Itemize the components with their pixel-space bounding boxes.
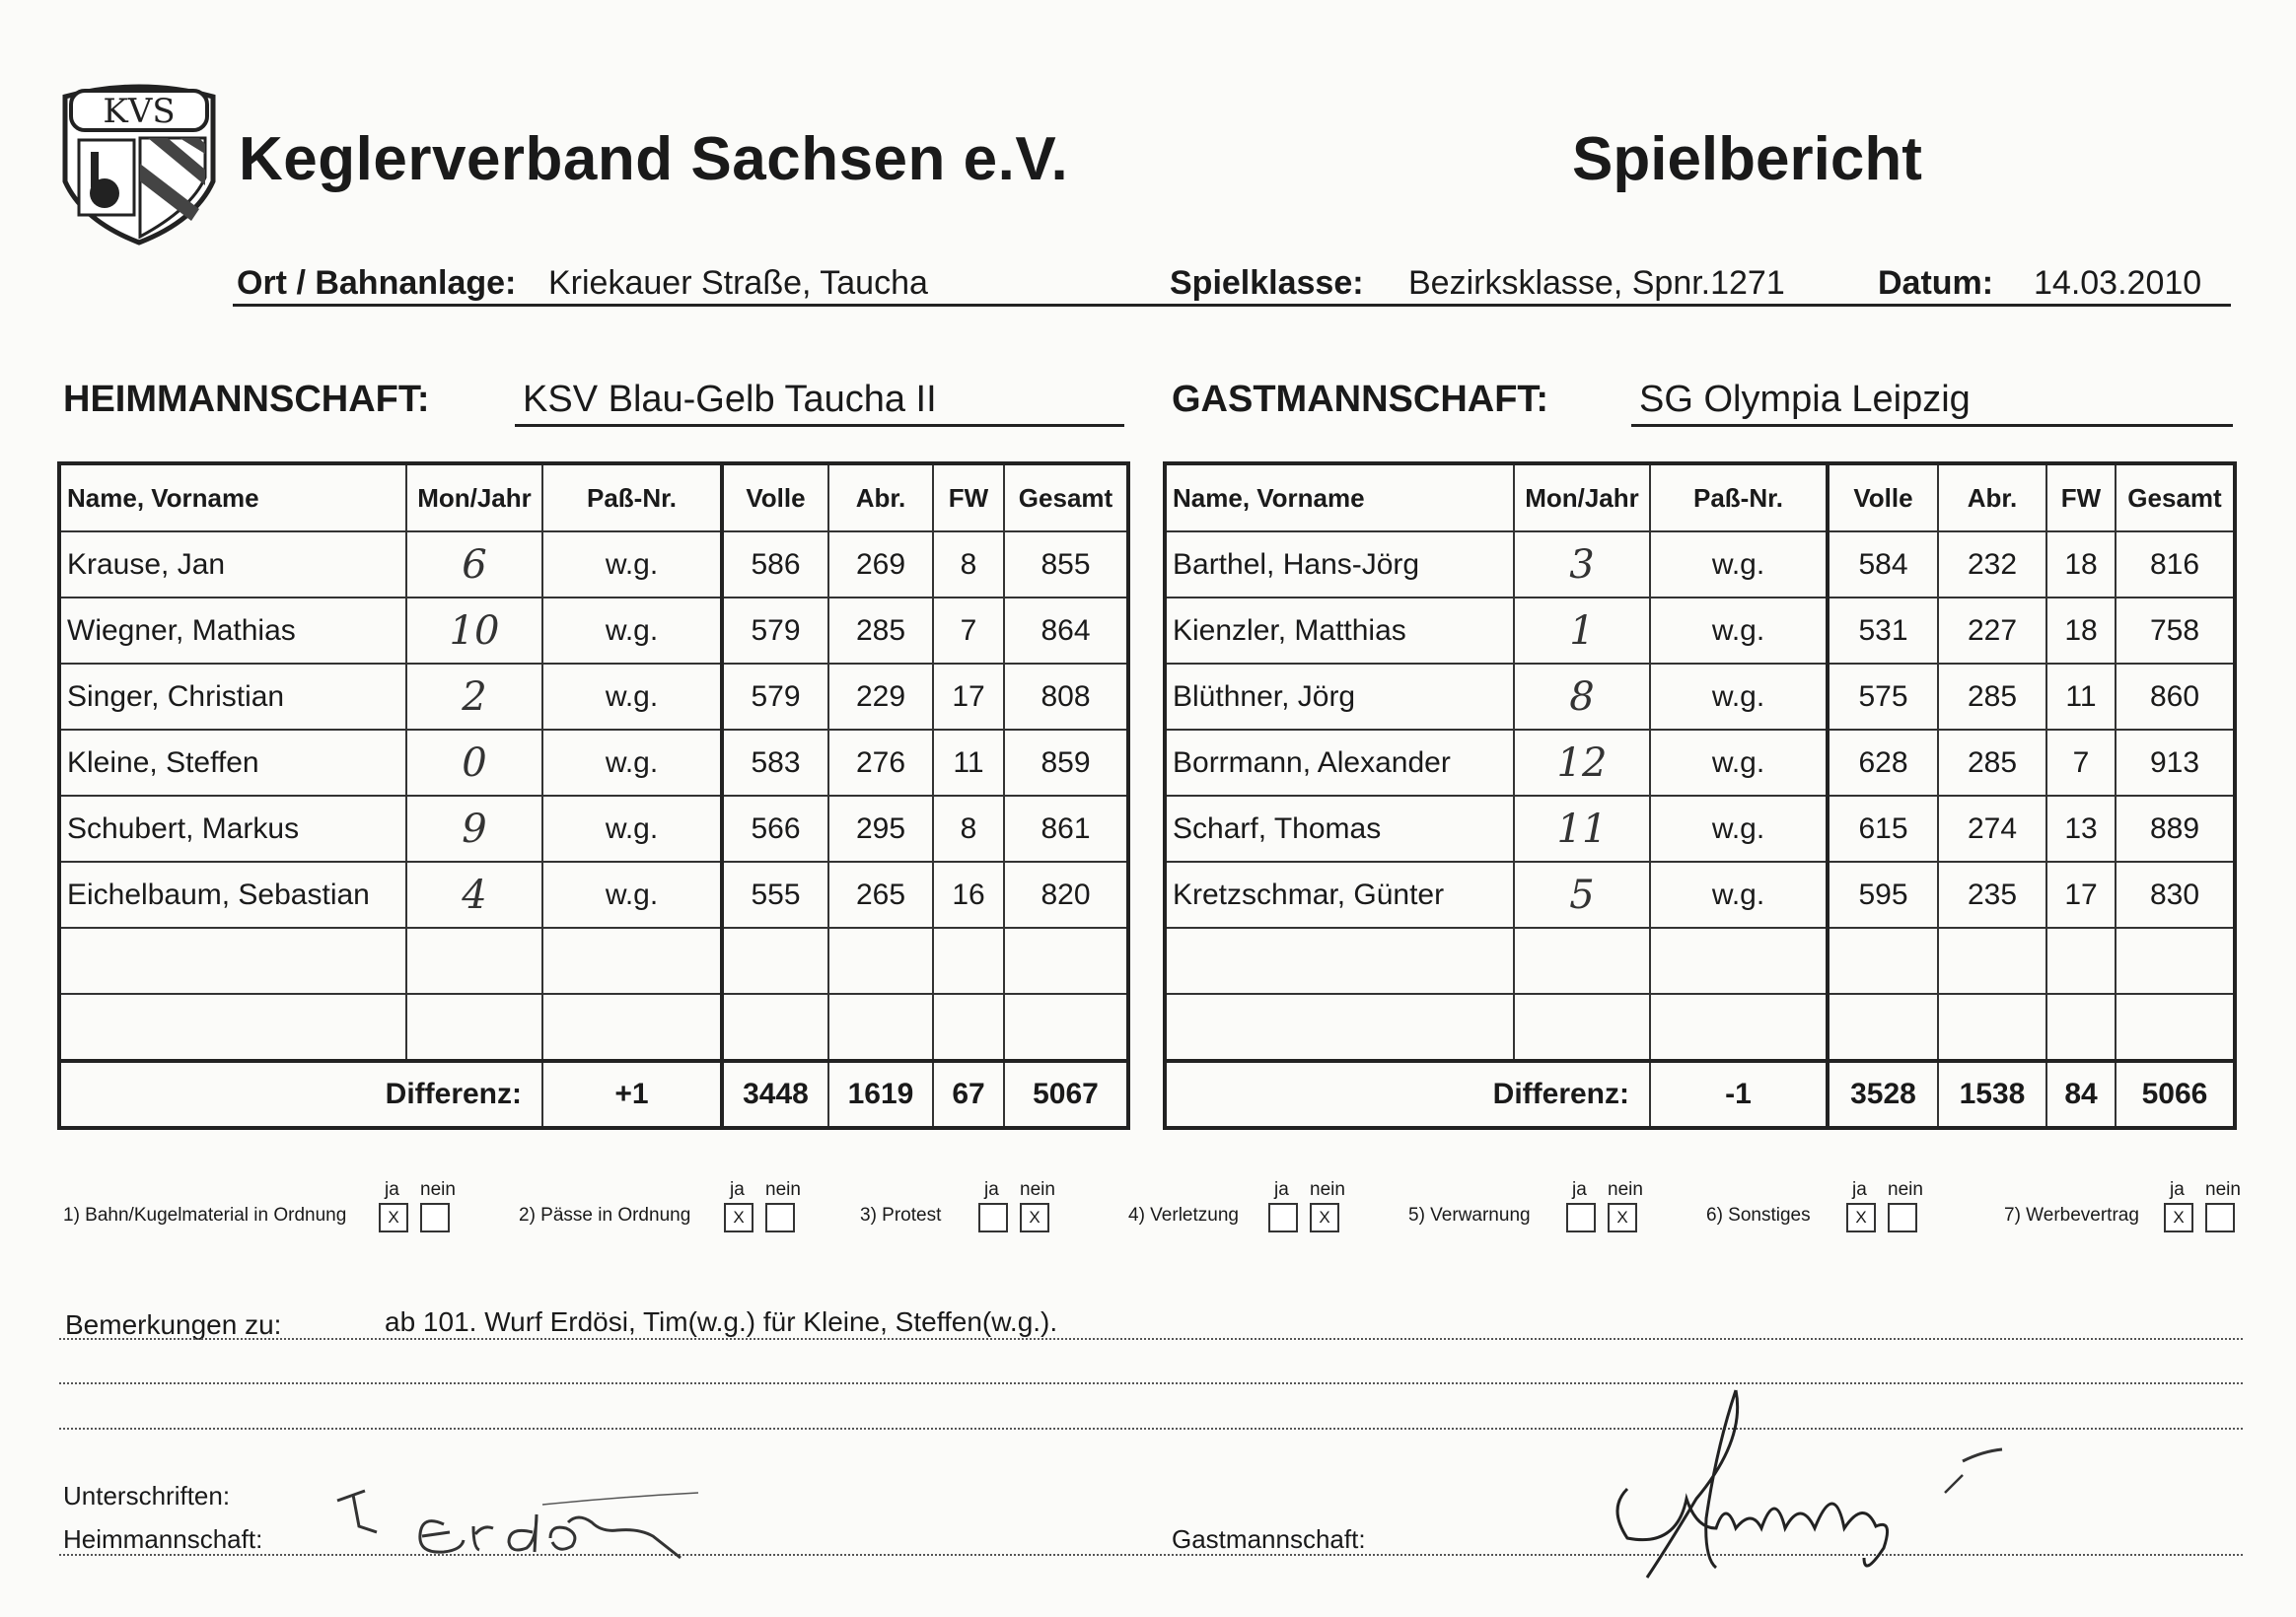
ja-label: ja — [385, 1179, 399, 1200]
ja-label: ja — [730, 1179, 745, 1200]
nein-checkbox[interactable]: X — [1608, 1203, 1637, 1232]
table-row — [59, 862, 1128, 928]
nein-checkbox[interactable]: X — [1020, 1203, 1049, 1232]
col-name-header: Name, Vorname — [59, 463, 406, 531]
cell-pass: w.g. — [1650, 531, 1828, 598]
empty-cell — [542, 928, 722, 994]
col-gesamt-header: Gesamt — [2116, 463, 2235, 531]
cell-gesamt: 758 — [2116, 598, 2235, 664]
col-fw-header: FW — [933, 463, 1004, 531]
datum-label: Datum: — [1878, 264, 1994, 302]
cell-gesamt: 808 — [1004, 664, 1128, 730]
empty-cell — [1004, 994, 1128, 1061]
empty-cell — [933, 928, 1004, 994]
col-abr-header: Abr. — [1938, 463, 2046, 531]
nein-label: nein — [1020, 1179, 1055, 1200]
total-volle: 3448 — [722, 1061, 828, 1128]
col-monjahr-header: Mon/Jahr — [406, 463, 542, 531]
cell-abr: 285 — [1938, 664, 2046, 730]
cell-name: Eichelbaum, Sebastian — [59, 862, 406, 928]
cell-fw: 11 — [2046, 664, 2116, 730]
signatures-label: Unterschriften: — [63, 1481, 231, 1511]
empty-cell — [1938, 994, 2046, 1061]
cell-gesamt: 859 — [1004, 730, 1128, 796]
cell-volle: 628 — [1828, 730, 1938, 796]
empty-cell — [2046, 994, 2116, 1061]
empty-row — [1165, 928, 2235, 994]
home-signature-label: Heimmannschaft: — [63, 1524, 263, 1554]
cell-name: Blüthner, Jörg — [1165, 664, 1514, 730]
cell-volle: 583 — [722, 730, 828, 796]
empty-cell — [1004, 928, 1128, 994]
ja-label: ja — [1852, 1179, 1867, 1200]
cell-volle: 586 — [722, 531, 828, 598]
cell-pass: w.g. — [542, 796, 722, 862]
cell-gesamt: 860 — [2116, 664, 2235, 730]
empty-cell — [406, 928, 542, 994]
cell-pass: w.g. — [1650, 796, 1828, 862]
table-row — [59, 796, 1128, 862]
total-gesamt: 5067 — [1004, 1061, 1128, 1128]
ja-label: ja — [2170, 1179, 2185, 1200]
nein-label: nein — [1888, 1179, 1923, 1200]
info-underline — [233, 304, 2231, 307]
guest-team-underline — [1631, 424, 2233, 427]
cell-abr: 265 — [828, 862, 933, 928]
cell-abr: 235 — [1938, 862, 2046, 928]
ja-checkbox[interactable] — [1268, 1203, 1298, 1232]
cell-gesamt: 816 — [2116, 531, 2235, 598]
guest-team-label: GASTMANNSCHAFT: — [1172, 379, 1549, 420]
cell-abr: 285 — [828, 598, 933, 664]
home-team-underline — [515, 424, 1124, 427]
cell-pass: w.g. — [542, 862, 722, 928]
ja-checkbox[interactable]: X — [379, 1203, 408, 1232]
cell-monjahr: 3 — [1514, 531, 1650, 598]
cell-pass: w.g. — [542, 664, 722, 730]
check-label: 2) Pässe in Ordnung — [519, 1205, 691, 1226]
nein-checkbox[interactable] — [1888, 1203, 1917, 1232]
empty-cell — [722, 994, 828, 1061]
empty-row — [59, 928, 1128, 994]
total-row — [59, 1061, 1128, 1128]
table-row — [1165, 664, 2235, 730]
cell-abr: 229 — [828, 664, 933, 730]
cell-name: Barthel, Hans-Jörg — [1165, 531, 1514, 598]
cell-gesamt: 830 — [2116, 862, 2235, 928]
empty-cell — [542, 994, 722, 1061]
cell-abr: 285 — [1938, 730, 2046, 796]
col-gesamt-header: Gesamt — [1004, 463, 1128, 531]
header-row — [1165, 463, 2235, 531]
kvs-logo — [57, 83, 221, 246]
kvs-shield-icon — [57, 83, 221, 246]
differenz-label: Differenz: — [59, 1061, 542, 1128]
empty-cell — [2046, 928, 2116, 994]
table-row — [1165, 796, 2235, 862]
empty-cell — [722, 928, 828, 994]
table-row — [1165, 531, 2235, 598]
empty-cell — [933, 994, 1004, 1061]
nein-checkbox[interactable]: X — [1310, 1203, 1339, 1232]
empty-cell — [2116, 994, 2235, 1061]
total-row — [1165, 1061, 2235, 1128]
cell-gesamt: 889 — [2116, 796, 2235, 862]
cell-monjahr: 4 — [406, 862, 542, 928]
cell-gesamt: 913 — [2116, 730, 2235, 796]
home-signature — [325, 1479, 700, 1582]
cell-name: Kleine, Steffen — [59, 730, 406, 796]
empty-cell — [2116, 928, 2235, 994]
differenz-value: -1 — [1650, 1061, 1828, 1128]
empty-cell — [1165, 928, 1514, 994]
cell-abr: 274 — [1938, 796, 2046, 862]
remarks-label: Bemerkungen zu: — [65, 1309, 282, 1340]
nein-label: nein — [765, 1179, 801, 1200]
cell-pass: w.g. — [1650, 598, 1828, 664]
total-fw: 67 — [933, 1061, 1004, 1128]
total-volle: 3528 — [1828, 1061, 1938, 1128]
cell-fw: 18 — [2046, 598, 2116, 664]
col-volle-header: Volle — [722, 463, 828, 531]
cell-volle: 579 — [722, 664, 828, 730]
cell-name: Krause, Jan — [59, 531, 406, 598]
svg-text:KVS: KVS — [103, 92, 176, 131]
total-gesamt: 5066 — [2116, 1061, 2235, 1128]
empty-cell — [1650, 928, 1828, 994]
check-label: 6) Sonstiges — [1706, 1205, 1811, 1226]
total-fw: 84 — [2046, 1061, 2116, 1128]
home-team-name: KSV Blau-Gelb Taucha II — [523, 379, 937, 420]
nein-label: nein — [1608, 1179, 1643, 1200]
cell-volle: 575 — [1828, 664, 1938, 730]
datum-value: 14.03.2010 — [2034, 264, 2202, 302]
spielklasse-value: Bezirksklasse, Spnr.1271 — [1408, 264, 1785, 302]
cell-volle: 584 — [1828, 531, 1938, 598]
cell-volle: 579 — [722, 598, 828, 664]
cell-fw: 17 — [2046, 862, 2116, 928]
cell-name: Scharf, Thomas — [1165, 796, 1514, 862]
cell-monjahr: 12 — [1514, 730, 1650, 796]
col-volle-header: Volle — [1828, 463, 1938, 531]
differenz-value: +1 — [542, 1061, 722, 1128]
ja-checkbox[interactable] — [1566, 1203, 1596, 1232]
nein-checkbox[interactable] — [765, 1203, 795, 1232]
cell-fw: 16 — [933, 862, 1004, 928]
check-label: 5) Verwarnung — [1408, 1205, 1531, 1226]
empty-cell — [1165, 994, 1514, 1061]
cell-abr: 227 — [1938, 598, 2046, 664]
nein-label: nein — [1310, 1179, 1345, 1200]
cell-monjahr: 8 — [1514, 664, 1650, 730]
cell-pass: w.g. — [1650, 730, 1828, 796]
empty-row — [59, 994, 1128, 1061]
spielklasse-label: Spielklasse: — [1170, 264, 1364, 302]
total-abr: 1538 — [1938, 1061, 2046, 1128]
check-label: 1) Bahn/Kugelmaterial in Ordnung — [63, 1205, 347, 1226]
cell-pass: w.g. — [542, 730, 722, 796]
col-fw-header: FW — [2046, 463, 2116, 531]
empty-cell — [59, 928, 406, 994]
cell-fw: 18 — [2046, 531, 2116, 598]
table-row — [59, 664, 1128, 730]
cell-abr: 276 — [828, 730, 933, 796]
cell-fw: 13 — [2046, 796, 2116, 862]
table-row — [59, 598, 1128, 664]
nein-checkbox[interactable] — [420, 1203, 450, 1232]
empty-row — [1165, 994, 2235, 1061]
cell-name: Singer, Christian — [59, 664, 406, 730]
home-team-label: HEIMMANNSCHAFT: — [63, 379, 430, 420]
cell-abr: 295 — [828, 796, 933, 862]
cell-monjahr: 1 — [1514, 598, 1650, 664]
header-row — [59, 463, 1128, 531]
col-name-header: Name, Vorname — [1165, 463, 1514, 531]
cell-fw: 8 — [933, 531, 1004, 598]
cell-gesamt: 855 — [1004, 531, 1128, 598]
cell-volle: 555 — [722, 862, 828, 928]
empty-cell — [1514, 928, 1650, 994]
document-title: Spielbericht — [1572, 125, 1922, 193]
guest-signature — [1568, 1380, 2022, 1602]
cell-volle: 615 — [1828, 796, 1938, 862]
empty-cell — [828, 928, 933, 994]
table-row — [59, 730, 1128, 796]
ja-checkbox[interactable] — [978, 1203, 1008, 1232]
empty-cell — [828, 994, 933, 1061]
cell-fw: 8 — [933, 796, 1004, 862]
cell-volle: 595 — [1828, 862, 1938, 928]
table-row — [1165, 730, 2235, 796]
cell-name: Kretzschmar, Günter — [1165, 862, 1514, 928]
cell-monjahr: 9 — [406, 796, 542, 862]
cell-fw: 7 — [2046, 730, 2116, 796]
col-monjahr-header: Mon/Jahr — [1514, 463, 1650, 531]
home-signature-scribble — [325, 1479, 700, 1578]
empty-cell — [1514, 994, 1650, 1061]
cell-abr: 232 — [1938, 531, 2046, 598]
cell-volle: 566 — [722, 796, 828, 862]
ort-label: Ort / Bahnanlage: — [237, 264, 517, 302]
col-pass-header: Paß-Nr. — [1650, 463, 1828, 531]
empty-cell — [1828, 994, 1938, 1061]
cell-abr: 269 — [828, 531, 933, 598]
cell-pass: w.g. — [1650, 862, 1828, 928]
check-label: 7) Werbevertrag — [2004, 1205, 2139, 1226]
cell-gesamt: 820 — [1004, 862, 1128, 928]
col-abr-header: Abr. — [828, 463, 933, 531]
cell-monjahr: 2 — [406, 664, 542, 730]
col-pass-header: Paß-Nr. — [542, 463, 722, 531]
cell-fw: 17 — [933, 664, 1004, 730]
cell-volle: 531 — [1828, 598, 1938, 664]
empty-cell — [1650, 994, 1828, 1061]
cell-fw: 11 — [933, 730, 1004, 796]
remarks-line-1 — [59, 1338, 2243, 1340]
nein-label: nein — [2205, 1179, 2241, 1200]
nein-checkbox[interactable] — [2205, 1203, 2235, 1232]
ja-label: ja — [1274, 1179, 1289, 1200]
empty-cell — [59, 994, 406, 1061]
ort-value: Kriekauer Straße, Taucha — [548, 264, 928, 302]
empty-cell — [406, 994, 542, 1061]
cell-pass: w.g. — [542, 598, 722, 664]
empty-cell — [1938, 928, 2046, 994]
ja-label: ja — [1572, 1179, 1587, 1200]
ja-checkbox[interactable]: X — [2164, 1203, 2193, 1232]
differenz-label: Differenz: — [1165, 1061, 1650, 1128]
guest-score-table — [1163, 461, 2237, 1130]
check-label: 3) Protest — [860, 1205, 942, 1226]
table-row — [59, 531, 1128, 598]
guest-signature-scribble — [1568, 1380, 2022, 1597]
nein-label: nein — [420, 1179, 456, 1200]
cell-gesamt: 861 — [1004, 796, 1128, 862]
guest-team-name: SG Olympia Leipzig — [1639, 379, 1971, 420]
cell-pass: w.g. — [542, 531, 722, 598]
cell-monjahr: 0 — [406, 730, 542, 796]
check-label: 4) Verletzung — [1128, 1205, 1239, 1226]
cell-name: Schubert, Markus — [59, 796, 406, 862]
cell-monjahr: 10 — [406, 598, 542, 664]
empty-cell — [1828, 928, 1938, 994]
cell-pass: w.g. — [1650, 664, 1828, 730]
cell-name: Wiegner, Mathias — [59, 598, 406, 664]
guest-signature-label: Gastmannschaft: — [1172, 1524, 1366, 1554]
total-abr: 1619 — [828, 1061, 933, 1128]
ja-checkbox[interactable]: X — [724, 1203, 753, 1232]
remarks-text: ab 101. Wurf Erdösi, Tim(w.g.) für Kleine, Steffen(w.g.). — [385, 1306, 1058, 1337]
table-row — [1165, 862, 2235, 928]
cell-monjahr: 5 — [1514, 862, 1650, 928]
home-score-table — [57, 461, 1130, 1130]
cell-name: Borrmann, Alexander — [1165, 730, 1514, 796]
organization-name: Keglerverband Sachsen e.V. — [239, 125, 1069, 193]
cell-fw: 7 — [933, 598, 1004, 664]
ja-checkbox[interactable]: X — [1846, 1203, 1876, 1232]
cell-name: Kienzler, Matthias — [1165, 598, 1514, 664]
cell-monjahr: 11 — [1514, 796, 1650, 862]
cell-gesamt: 864 — [1004, 598, 1128, 664]
cell-monjahr: 6 — [406, 531, 542, 598]
table-row — [1165, 598, 2235, 664]
ja-label: ja — [984, 1179, 999, 1200]
